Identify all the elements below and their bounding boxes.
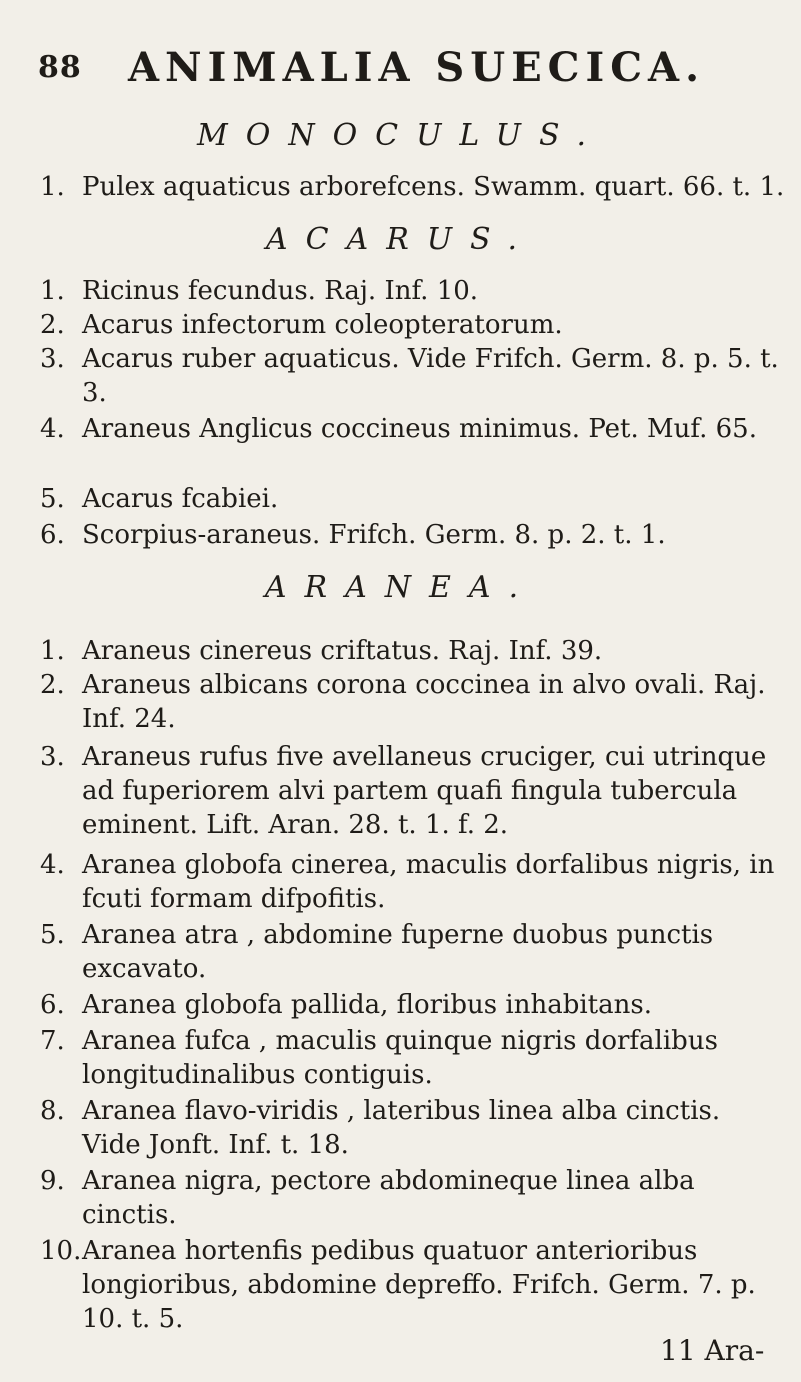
entry-number: 1.: [40, 172, 65, 202]
entry: [40, 918, 785, 986]
entry-number: 3.: [40, 344, 65, 374]
entry-number: 9.: [40, 1166, 65, 1196]
entry-text: Aranea atra , abdomine fuperne duobus punctis excavato.: [82, 920, 714, 984]
entry: [40, 412, 785, 446]
entry-text: Araneus Anglicus coccineus minimus. Pet. Muf. 65.: [82, 414, 757, 444]
entry-text: Aranea fufca , maculis quinque nigris dorfalibus longitudinalibus contiguis.: [82, 1026, 718, 1090]
entry-number: 2.: [40, 670, 65, 700]
entry: [40, 988, 785, 1022]
entry-number: 1.: [40, 276, 65, 306]
entry: [40, 668, 785, 736]
entry-text: Aranea hortenfis pedibus quatuor anterioribus longioribus, abdomine depreffo. Frifch. Germ. 7. p. 10. t. 5.: [82, 1236, 756, 1334]
entry-text: Aranea globofa pallida, floribus inhabitans.: [82, 990, 652, 1020]
entry-number: 1.: [40, 636, 65, 666]
entry: [40, 518, 785, 552]
entry-number: 5.: [40, 484, 65, 514]
entry-number: 4.: [40, 414, 65, 444]
entry-number: 10.: [40, 1236, 82, 1266]
page-header: [38, 44, 781, 100]
entry: [40, 1234, 785, 1336]
entry-number: 6.: [40, 520, 65, 550]
entry: [40, 634, 785, 668]
entry-text: Araneus cinereus criftatus. Raj. Inf. 39.: [82, 636, 603, 666]
entry: [40, 1094, 785, 1162]
entry: [40, 1164, 785, 1232]
entry-number: 7.: [40, 1026, 65, 1056]
entry-number: 3.: [40, 742, 65, 772]
entry-text: Aranea nigra, pectore abdomineque linea alba cinctis.: [82, 1166, 695, 1230]
section-title-acarus: ACARUS.: [265, 222, 536, 257]
section-title-aranea: ARANEA.: [264, 570, 537, 605]
section-title-monoculus: MONOCULUS.: [197, 118, 604, 153]
entry: [40, 170, 785, 204]
entry-text: Acarus infectorum coleopteratorum.: [82, 310, 563, 340]
entry-text: Aranea globofa cinerea, maculis dorfalibus nigris, in fcuti formam difpofitis.: [82, 850, 775, 914]
entry: [40, 274, 785, 308]
entry-number: 6.: [40, 990, 65, 1020]
entry: [40, 1024, 785, 1092]
entry-text: Acarus ruber aquaticus. Vide Frifch. Germ. 8. p. 5. t. 3.: [82, 344, 779, 408]
entry-number: 2.: [40, 310, 65, 340]
entry-text: Araneus albicans corona coccinea in alvo ovali. Raj. Inf. 24.: [82, 670, 766, 734]
entry: [40, 308, 785, 342]
entry-text: Scorpius-araneus. Frifch. Germ. 8. p. 2. t. 1.: [82, 520, 666, 550]
page-number: 88: [38, 50, 82, 85]
entry-number: 4.: [40, 850, 65, 880]
entry: [40, 342, 785, 410]
entry-text: Ricinus fecundus. Raj. Inf. 10.: [82, 276, 479, 306]
entry-text: Pulex aquaticus arborefcens. Swamm. quart. 66. t. 1.: [82, 172, 785, 202]
running-title: ANIMALIA SUECICA.: [128, 44, 706, 91]
catchword: 11 Ara-: [660, 1334, 765, 1367]
entry-text: Araneus rufus five avellaneus cruciger, cui utrinque ad fuperiorem alvi partem quafi fingula tubercula eminent. Lift. Aran. 28. t. 1. f. 2.: [82, 742, 767, 840]
entry: [40, 482, 785, 516]
entry: [40, 848, 785, 916]
entry: [40, 740, 785, 842]
entry-text: Acarus fcabiei.: [82, 484, 279, 514]
entry-number: 5.: [40, 920, 65, 950]
entry-text: Aranea flavo-viridis , lateribus linea alba cinctis. Vide Jonft. Inf. t. 18.: [82, 1096, 721, 1160]
entry-number: 8.: [40, 1096, 65, 1126]
